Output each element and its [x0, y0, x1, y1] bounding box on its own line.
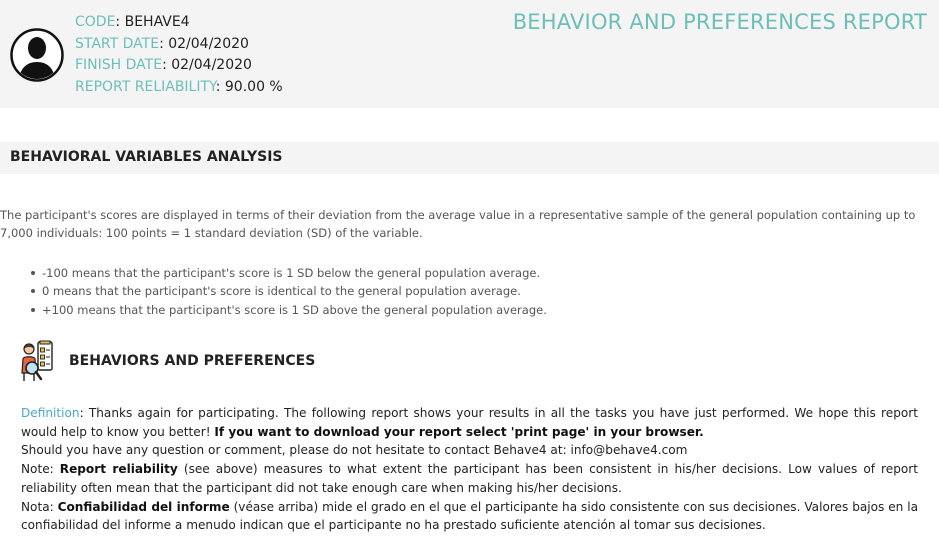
note-text: (see above) measures to what extent the participant has been consistent in his/her decisions. Low values of report reliability often mean that the participant did not take enough care when making his/her decisions. — [21, 462, 918, 495]
person-checklist-icon — [20, 340, 54, 382]
definition-text: : Thanks again for participating. The following report shows your results in all the tasks you have just performed. We hope this report would help to know you better! — [21, 406, 918, 439]
code-value: : BEHAVE4 — [115, 14, 190, 30]
report-title: BEHAVIOR AND PREFERENCES REPORT — [512, 10, 927, 34]
finish-date-label: FINISH DATE — [75, 57, 163, 73]
report-header — [0, 0, 939, 108]
code-label: CODE — [75, 14, 116, 30]
scale-explanation-list — [30, 264, 547, 319]
note-prefix: Note: — [21, 462, 60, 477]
section-bar — [0, 142, 939, 174]
report-meta — [75, 12, 283, 98]
section-title: BEHAVIORAL VARIABLES ANALYSIS — [10, 149, 283, 165]
user-avatar-icon — [10, 28, 64, 82]
start-date-label: START DATE — [75, 35, 160, 52]
nota-prefix: Nota: — [21, 499, 58, 514]
reliability-line — [75, 77, 283, 99]
finish-date-line — [75, 55, 283, 77]
start-date-line — [75, 34, 283, 56]
contact-paragraph: Should you have any question or comment, please do not hesitate to contact Behave4 at: info@behave4.com — [21, 443, 688, 458]
note-paragraph — [21, 460, 918, 497]
start-date-value: : 02/04/2020 — [159, 35, 249, 52]
subsection-title: BEHAVIORS AND PREFERENCES — [69, 353, 316, 369]
definition-label: Definition — [21, 406, 80, 420]
list-item: 0 means that the participant's score is identical to the general population average. — [30, 282, 547, 300]
code-line — [75, 12, 283, 34]
nota-bold: Confiabilidad del informe — [57, 499, 230, 514]
reliability-label: REPORT RELIABILITY — [75, 78, 216, 95]
list-item: -100 means that the participant's score is 1 SD below the general population average. — [30, 264, 547, 282]
finish-date-value: : 02/04/2020 — [162, 57, 252, 73]
nota-text: (véase arriba) mide el grado en el que el participante ha sido consistente con sus decisiones. Valores bajos en la confiabilidad del informe a menudo indican que el participante no ha prestado suficiente atención al tomar sus decisiones. — [21, 499, 918, 533]
list-item: +100 means that the participant's score is 1 SD above the general population average. — [30, 301, 547, 319]
section-intro: The participant's scores are displayed in terms of their deviation from the average value in a representative sample of the general population containing up to 7,000 individuals: 100 points = 1 standard deviation (SD) of the variable. — [0, 208, 916, 240]
download-instruction: If you want to download your report select 'print page' in your browser. — [214, 424, 704, 439]
note-bold: Report reliability — [59, 462, 178, 477]
nota-paragraph — [21, 498, 918, 535]
definition-block — [21, 404, 918, 535]
definition-paragraph — [21, 404, 918, 441]
reliability-value: : 90.00 % — [215, 78, 283, 95]
